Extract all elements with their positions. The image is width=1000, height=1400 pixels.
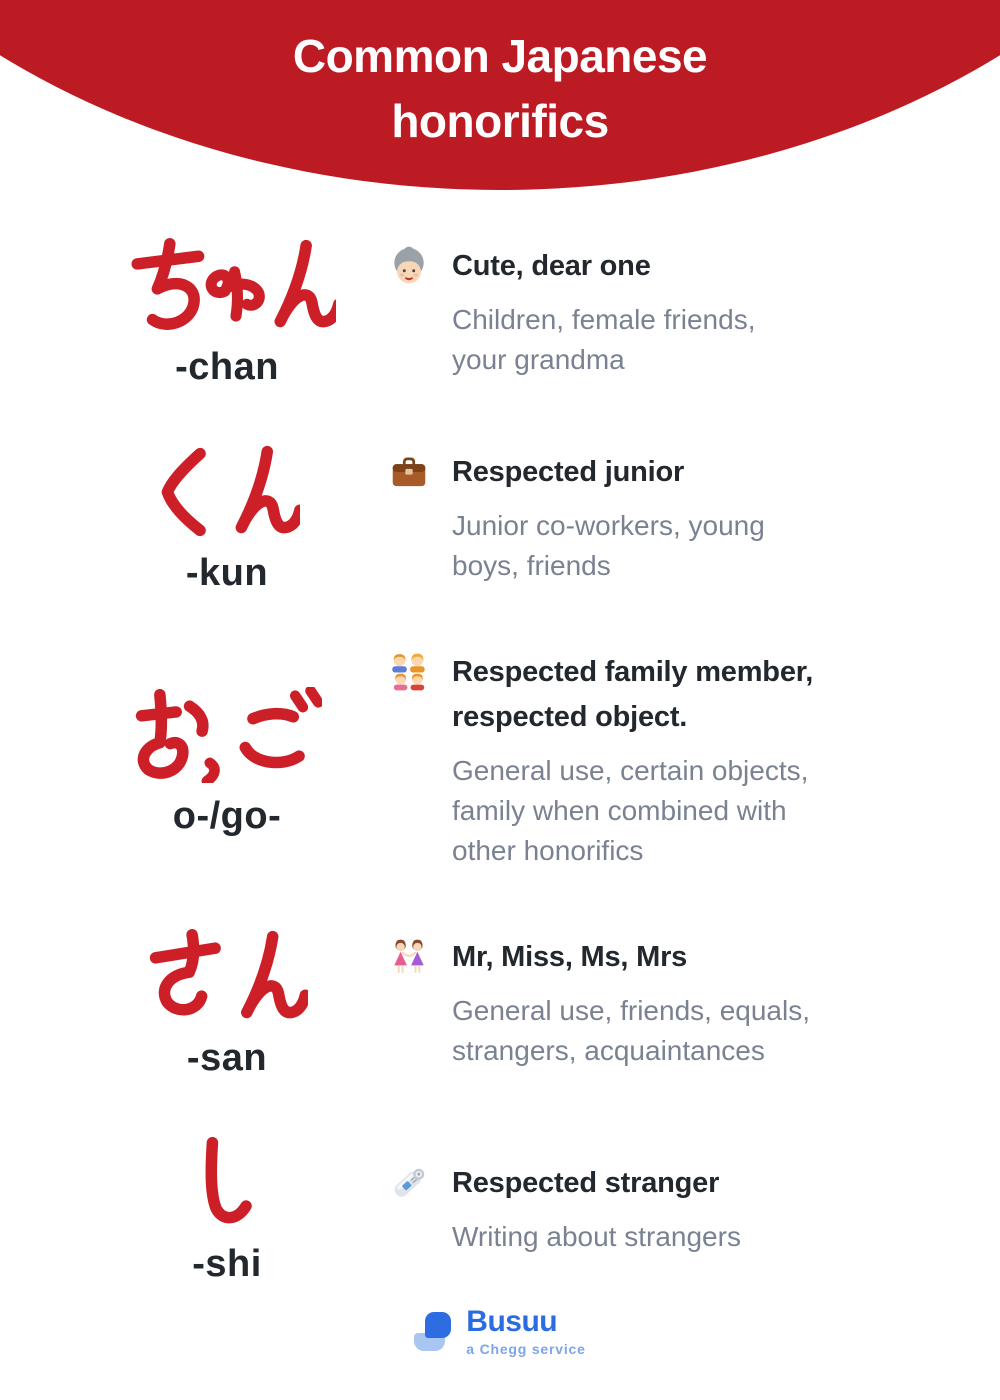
honorific-row-o-go xyxy=(66,650,1000,871)
romaji-label: o-/go- xyxy=(172,794,282,837)
honorific-usage-description xyxy=(452,991,922,1071)
honorific-row-san xyxy=(66,929,1000,1077)
kana-san xyxy=(146,929,307,1025)
honorific-meaning-title xyxy=(452,650,922,740)
two-women-holding-hands-icon xyxy=(388,936,430,978)
title-line: Respected junior xyxy=(452,456,685,488)
honorific-meaning-title xyxy=(452,935,922,980)
honorific-meaning-title xyxy=(452,1161,922,1206)
kana-kun xyxy=(154,444,300,540)
desc-line: General use, friends, equals, xyxy=(452,995,810,1026)
kana-shi xyxy=(199,1135,255,1231)
desc-line: boys, friends xyxy=(452,550,611,581)
title-line: Mr, Miss, Ms, Mrs xyxy=(452,941,688,973)
brand-tagline: a Chegg service xyxy=(466,1341,586,1357)
romaji-label: -kun xyxy=(185,552,269,594)
info-column xyxy=(388,450,922,586)
honorific-meaning-title xyxy=(452,244,922,289)
japanese-column xyxy=(66,444,388,592)
footer-brand xyxy=(0,1307,1000,1357)
honorific-usage-description xyxy=(452,751,922,871)
rolled-newspaper-icon xyxy=(388,1162,430,1204)
japanese-column xyxy=(66,929,388,1077)
desc-line: Writing about strangers xyxy=(452,1221,741,1252)
desc-line: strangers, acquaintances xyxy=(452,1035,765,1066)
briefcase-icon xyxy=(388,451,430,493)
honorific-row-kun xyxy=(66,444,1000,592)
romaji-label: -chan xyxy=(175,346,279,388)
honorific-usage-description xyxy=(452,1217,922,1257)
info-column xyxy=(388,935,922,1071)
busuu-wordmark xyxy=(466,1307,585,1357)
kana-chan xyxy=(118,238,337,334)
japanese-column xyxy=(66,1135,388,1283)
header-banner xyxy=(0,0,1000,190)
title-line: Cute, dear one xyxy=(452,250,651,282)
title-line: Respected family member, xyxy=(452,656,814,688)
title-line: Respected stranger xyxy=(452,1167,720,1199)
family-icon xyxy=(388,651,430,693)
honorific-usage-description xyxy=(452,300,922,380)
info-column xyxy=(388,650,922,871)
desc-line: other honorifics xyxy=(452,835,644,866)
japanese-column xyxy=(66,238,388,386)
desc-line: your grandma xyxy=(452,344,625,375)
desc-line: General use, certain objects, xyxy=(452,755,809,786)
brand-name: Busuu xyxy=(466,1305,558,1338)
info-column xyxy=(388,244,922,380)
romaji-label: -shi xyxy=(192,1243,262,1285)
japanese-column xyxy=(66,687,388,835)
page-title-line1: Common Japanese xyxy=(292,30,708,82)
info-column xyxy=(388,1161,922,1257)
desc-line: family when combined with xyxy=(452,795,787,826)
honorifics-list xyxy=(0,190,1000,1283)
honorific-usage-description xyxy=(452,506,922,586)
busuu-logo-icon xyxy=(414,1312,454,1352)
title-line: respected object. xyxy=(452,701,688,733)
romaji-label: -san xyxy=(186,1037,268,1079)
desc-line: Children, female friends, xyxy=(452,304,756,335)
page-title xyxy=(0,0,1000,147)
honorific-row-shi xyxy=(66,1135,1000,1283)
old-woman-icon xyxy=(388,245,430,287)
desc-line: Junior co-workers, young xyxy=(452,510,765,541)
honorific-meaning-title xyxy=(452,450,922,495)
honorific-row-chan xyxy=(66,238,1000,386)
page-title-line2: honorifics xyxy=(391,95,609,147)
kana-o-go xyxy=(132,687,322,783)
